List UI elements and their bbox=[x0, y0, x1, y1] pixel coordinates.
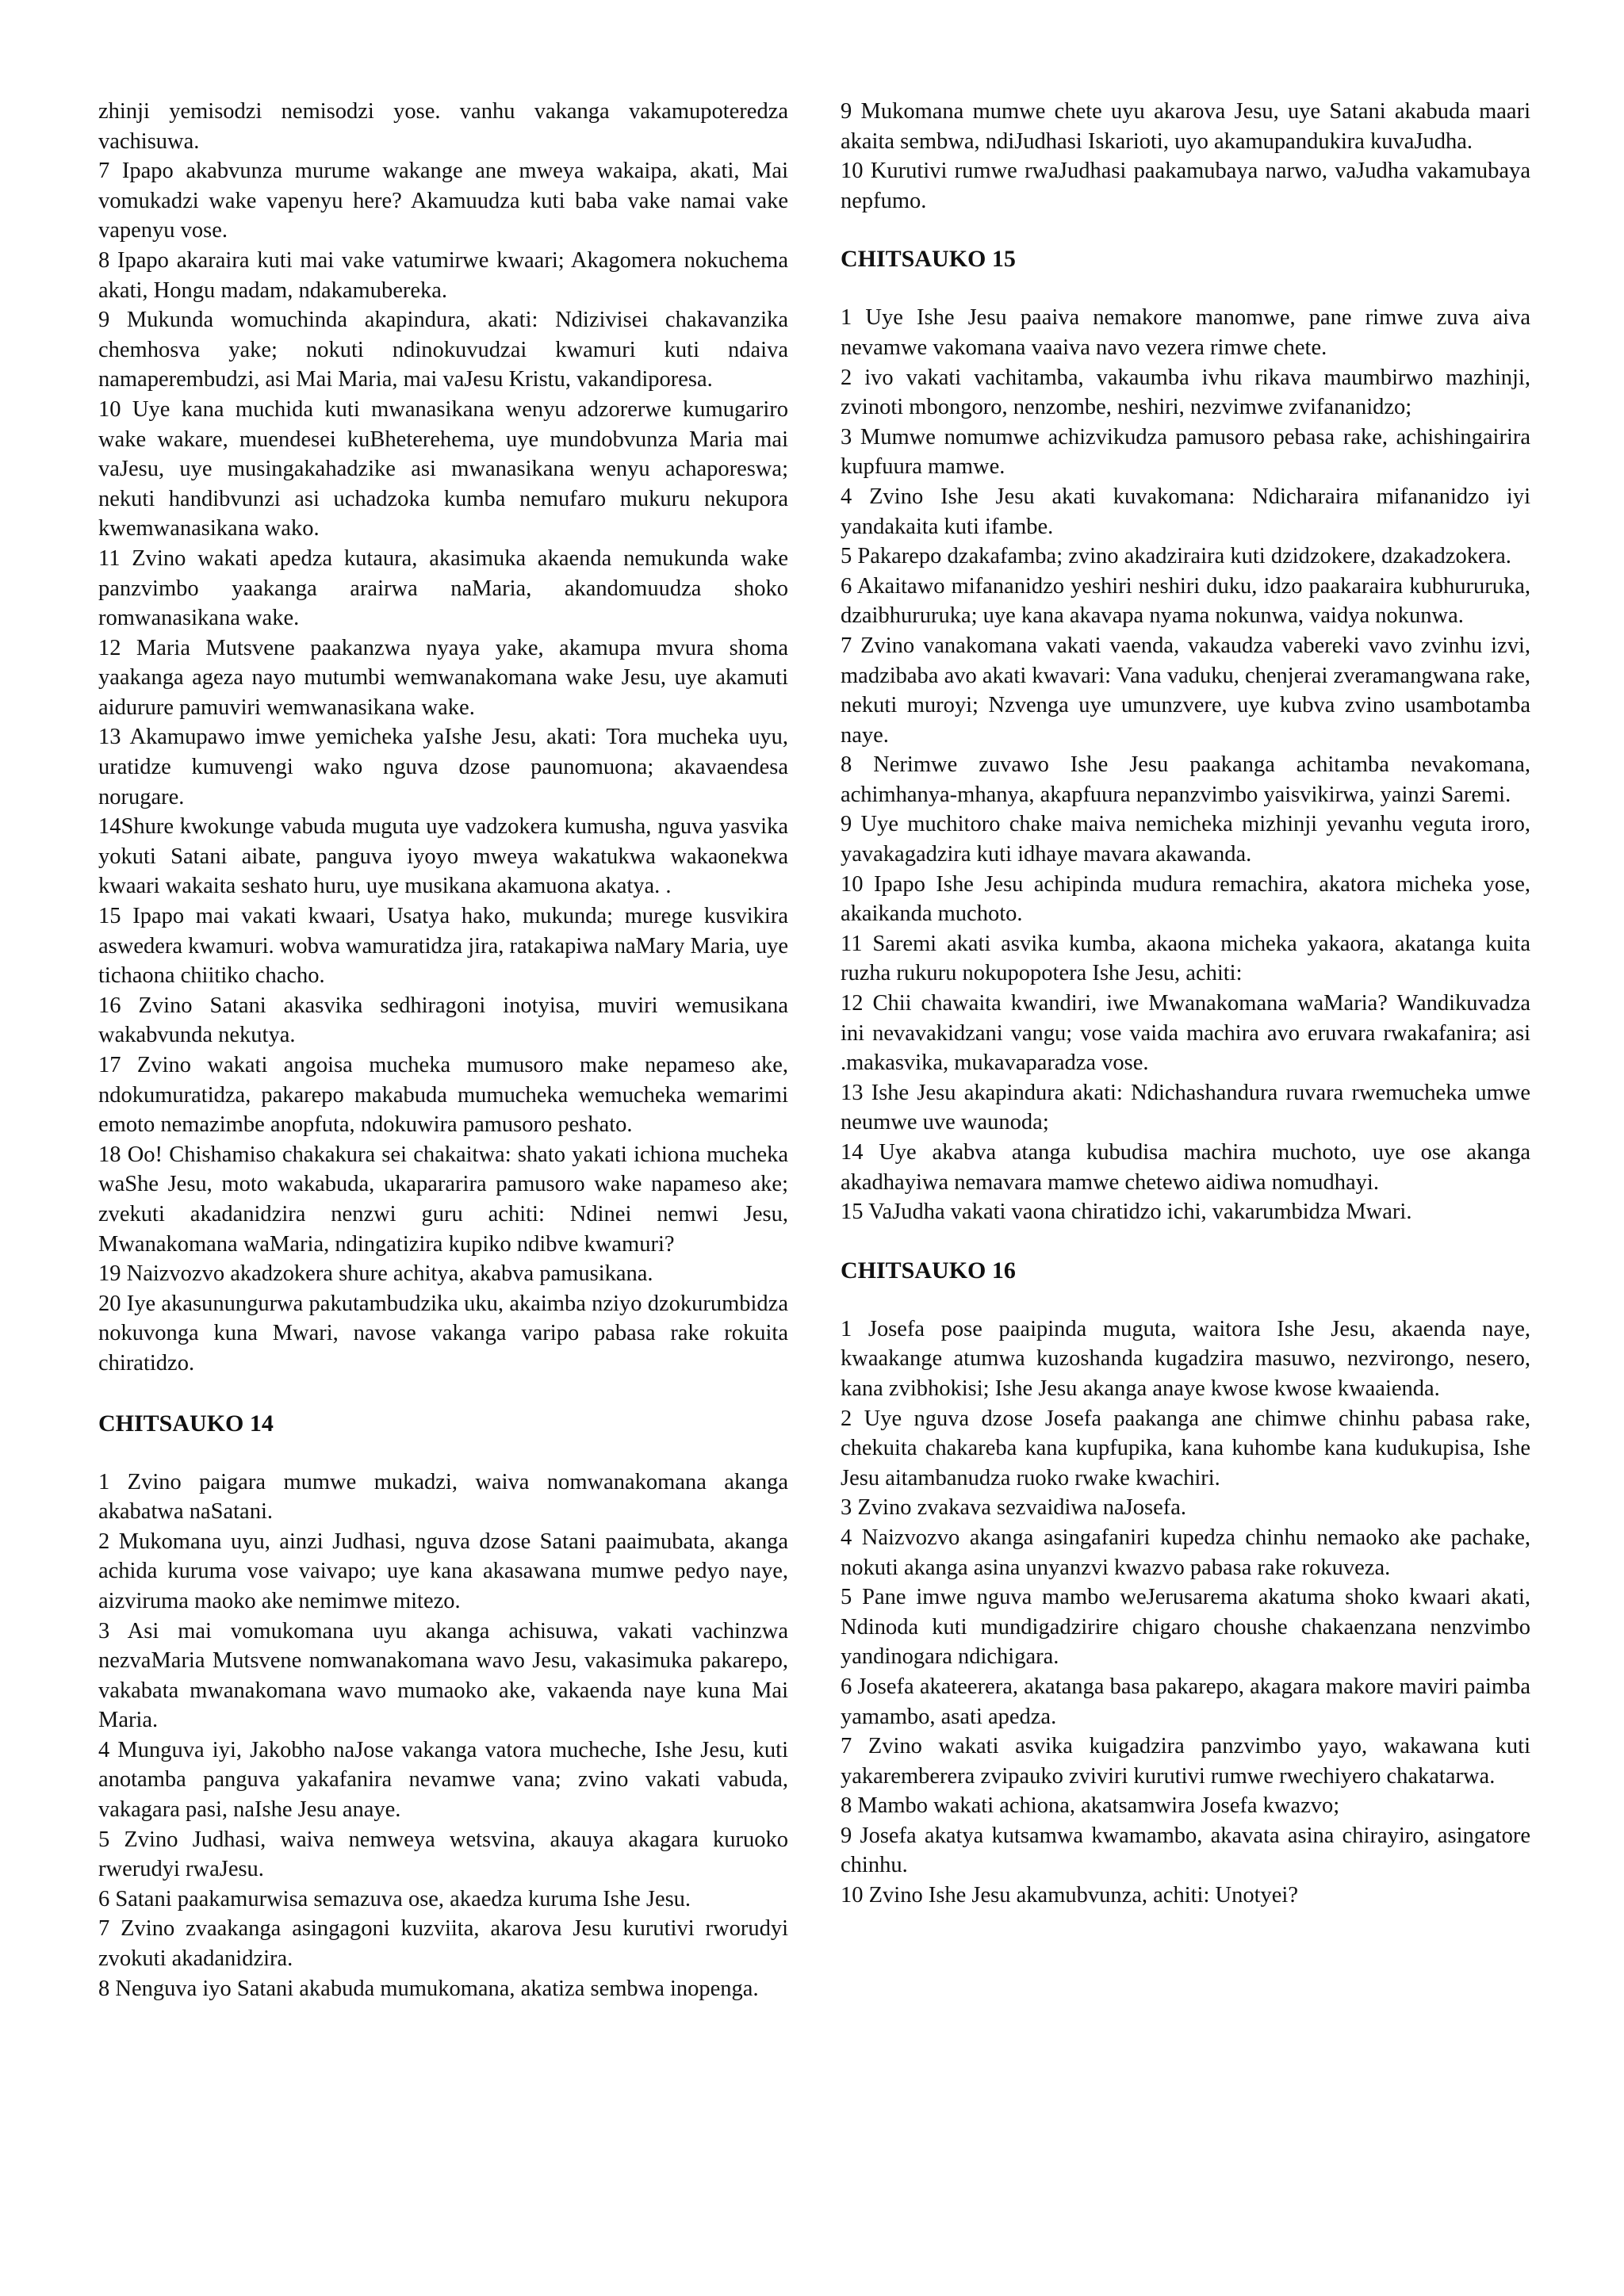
verse-paragraph: 12 Maria Mutsvene paakanzwa nyaya yake, akamupa mvura shoma yaakanga ageza nayo mutumbi wemwanakomana wake Jesu, uye akamuti aidurure pamuviri wemwanasikana wake. bbox=[98, 635, 788, 720]
verse-paragraph: 8 Mambo wakati achiona, akatsamwira Josefa kwazvo; bbox=[841, 1793, 1340, 1819]
verse-paragraph: 4 Munguva iyi, Jakobho naJose vakanga vatora mucheche, Ishe Jesu, kuti anotamba panguva yakafanira nevamwe vana; zvino vakati vabuda, vakagara pasi, naIshe Jesu anaye. bbox=[98, 1737, 788, 1823]
verse-paragraph: 14Shure kwokunge vabuda muguta uye vadzokera kumusha, nguva yasvika yokuti Satani aibate, panguva iyoyo mweya wakatukwa wakaonekwa kwaari wakaita seshato huru, uye musikana akamuona akatya. . bbox=[98, 814, 788, 899]
verse-paragraph: 15 VaJudha vakati vaona chiratidzo ichi, vakarumbidza Mwari. bbox=[841, 1200, 1412, 1225]
verse-paragraph: 2 Uye nguva dzose Josefa paakanga ane chimwe chinhu pabasa rake, chekuita chakareba kana kupfupika, kana kuhombe kana kudukupisa, Ishe Jesu aitambanudza ruoko rwake kwachiri. bbox=[841, 1406, 1530, 1490]
document-page bbox=[98, 97, 1530, 2229]
verse-paragraph: 14 Uye akabva atanga kubudisa machira muchoto, uye ose akanga akadhayiwa nemavara mamwe chetewo aidiwa nomudhayi. bbox=[841, 1140, 1530, 1195]
verse-paragraph: 1 Uye Ishe Jesu paaiva nemakore manomwe, pane rimwe zuva aiva nevamwe vakomana vaaiva navo vezera rimwe chete. bbox=[841, 305, 1530, 360]
verse-paragraph: 2 Mukomana uyu, ainzi Judhasi, nguva dzose Satani paaimubata, akanga achida kuruma vose vaivapo; uye kana akasawana mumwe pedyo naye, aizviruma maoko ake nemimwe mitezo. bbox=[98, 1529, 788, 1613]
verse-paragraph: 3 Asi mai vomukomana uyu akanga achisuwa, vakati vachinzwa nezvaMaria Mutsvene nomwanakomana wavo Jesu, vakasimuka pakarepo, vakabata mwanakomana wavo mumaoko ake, vakaenda naye kuna Mai Maria. bbox=[98, 1618, 788, 1733]
verse-paragraph: 1 Zvino paigara mumwe mukadzi, waiva nomwanakomana akanga akabatwa naSatani. bbox=[98, 1469, 788, 1525]
verse-paragraph: 4 Zvino Ishe Jesu akati kuvakomana: Ndicharaira mifananidzo iyi yandakaita kuti ifambe. bbox=[841, 484, 1530, 539]
verse-paragraph: 11 Zvino wakati apedza kutaura, akasimuka akaenda nemukunda wake panzvimbo yaakanga arairwa naMaria, akandomuudza shoko romwanasikana wake. bbox=[98, 545, 788, 631]
verse-paragraph: 17 Zvino wakati angoisa mucheka mumusoro make nepameso ake, ndokumuratidza, pakarepo makabuda mumucheka wemucheka wemarimi emoto nemazimbe anopfuta, ndokuwira pamusoro peshato. bbox=[98, 1053, 788, 1138]
verse-paragraph: 13 Akamupawo imwe yemicheka yaIshe Jesu, akati: Tora mucheka uyu, uratidze kumuvengi wako nguva dzose paunomuona; akavaendesa norugare. bbox=[98, 725, 788, 809]
verse-paragraph: 9 Uye muchitoro chake maiva nemicheka mizhinji yevanhu veguta iroro, yavakagadzira kuti idhaye mavara akawanda. bbox=[841, 812, 1530, 867]
chapter-heading: CHITSAUKO 14 bbox=[98, 1410, 274, 1437]
chapter-heading: CHITSAUKO 16 bbox=[841, 1257, 1016, 1284]
verse-paragraph: 9 Josefa akatya kutsamwa kwamambo, akavata asina chirayiro, asingatore chinhu. bbox=[841, 1823, 1530, 1878]
verse-paragraph: 7 Ipapo akabvunza murume wakange ane mweya wakaipa, akati, Mai vomukadzi wake vapenyu here? Akamuudza kuti baba vake namai vake vapenyu vose. bbox=[98, 159, 788, 243]
verse-paragraph: 19 Naizvozvo akadzokera shure achitya, akabva pamusikana. bbox=[98, 1261, 653, 1287]
chapter-heading: CHITSAUKO 15 bbox=[841, 246, 1016, 273]
verse-paragraph: 9 Mukunda womuchinda akapindura, akati: Ndizivisei chakavanzika chemhosva yake; nokuti ndinokuvudzai kwamuri kuti ndaiva namaperembudzi, asi Mai Maria, mai vaJesu Kristu, vakandiporesa. bbox=[98, 308, 788, 392]
left-column bbox=[98, 97, 788, 2229]
right-column bbox=[841, 97, 1530, 2229]
verse-paragraph: 5 Pane imwe nguva mambo weJerusarema akatuma shoko kwaari akati, Ndinoda kuti mundigadzirire chigaro choushe chakaenzana nenzvimbo yandinogara ndichigara. bbox=[841, 1585, 1530, 1670]
verse-paragraph: 16 Zvino Satani akasvika sedhiragoni inotyisa, muviri wemusikana wakabvunda nekutya. bbox=[98, 993, 788, 1048]
verse-paragraph: 3 Zvino zvakava sezvaidiwa naJosefa. bbox=[841, 1495, 1187, 1521]
verse-paragraph: 3 Mumwe nomumwe achizvikudza pamusoro pebasa rake, achishingairira kupfuura mamwe. bbox=[841, 424, 1530, 480]
verse-paragraph: 8 Nerimwe zuvawo Ishe Jesu paakanga achitamba nevakomana, achimhanya-mhanya, akapfuura nepanzvimbo yaisvikirwa, yainzi Saremi. bbox=[841, 752, 1530, 807]
verse-paragraph: 15 Ipapo mai vakati kwaari, Usatya hako, mukunda; murege kusvikira aswedera kwamuri. wobva wamuratidza jira, ratakapiwa naMary Maria, uye tichaona chiitiko chacho. bbox=[98, 904, 788, 989]
verse-paragraph: 13 Ishe Jesu akapindura akati: Ndichashandura ruvara rwemucheka umwe neumwe uve waunoda; bbox=[841, 1080, 1530, 1135]
verse-paragraph: 1 Josefa pose paaipinda muguta, waitora Ishe Jesu, akaenda naye, kwaakange atumwa kuzoshanda kugadzira masuwo, nezvirongo, nesero, kana zvibhokisi; Ishe Jesu akanga anaye kwose kwose kwaaienda. bbox=[841, 1316, 1530, 1401]
verse-paragraph: 7 Zvino vanakomana vakati vaenda, vakaudza vabereki vavo zvinhu izvi, madzibaba avo akati kwavari: Vana vaduku, chenjerai zveramangwana rake, nekuti muroyi; Nzvenga uye umunzvere, uye kubva zvino usambotamba naye. bbox=[841, 633, 1530, 748]
verse-paragraph: 5 Zvino Judhasi, waiva nemweya wetsvina, akauya akagara kuruoko rwerudyi rwaJesu. bbox=[98, 1827, 788, 1882]
verse-paragraph: 6 Josefa akateerera, akatanga basa pakarepo, akagara makore maviri paimba yamambo, asati apedza. bbox=[841, 1674, 1530, 1729]
verse-paragraph: 10 Zvino Ishe Jesu akamubvunza, achiti: Unotyei? bbox=[841, 1883, 1298, 1908]
verse-paragraph: 2 ivo vakati vachitamba, vakaumba ivhu rikava maumbirwo mazhinji, zvinoti mbongoro, nenzombe, neshiri, nezvimwe zvifananidzo; bbox=[841, 365, 1530, 420]
verse-paragraph: 11 Saremi akati asvika kumba, akaona micheka yakaora, akatanga kuita ruzha rukuru nokupopotera Ishe Jesu, achiti: bbox=[841, 931, 1530, 986]
verse-paragraph: 10 Uye kana muchida kuti mwanasikana wenyu adzorerwe kumugariro wake wakare, muendesei kuBheterehema, uye mundobvunza Maria mai vaJesu, uye musingakahadzike asi mwanasikana wenyu achaporeswa; nekuti handibvunzi asi uchadzoka kumba nemufaro mukuru nekupora kwemwanasikana wako. bbox=[98, 396, 788, 541]
verse-paragraph: 6 Akaitawo mifananidzo yeshiri neshiri duku, idzo paakaraira kubhururuka, dzaibhururuka; uye kana akavapa nyama nokunwa, vaidya nokunwa. bbox=[841, 573, 1530, 629]
verse-paragraph: 12 Chii chawaita kwandiri, iwe Mwanakomana waMaria? Wandikuvadza ini nevavakidzani vangu; vose vaida machira avo eruvara rwakafanira; asi .makasvika, mukavaparadza vose. bbox=[841, 991, 1530, 1076]
verse-paragraph: 10 Ipapo Ishe Jesu achipinda mudura remachira, akatora micheka yose, akaikanda muchoto. bbox=[841, 871, 1530, 927]
verse-paragraph: 5 Pakarepo dzakafamba; zvino akadziraira kuti dzidzokere, dzakadzokera. bbox=[841, 544, 1511, 569]
verse-paragraph: 7 Zvino wakati asvika kuigadzira panzvimbo yayo, wakawana kuti yakaremberera zvipauko zviviri kurutivi rumwe rwechiyero chakatarwa. bbox=[841, 1734, 1530, 1789]
verse-paragraph: 18 Oo! Chishamiso chakakura sei chakaitwa: shato yakati ichiona mucheka waShe Jesu, moto wakabuda, ukapararira pamusoro wake napameso ake; zvekuti akadanidzira nenzwi guru achiti: Ndinei nemwi Jesu, Mwanakomana waMaria, ndingatizira kupiko ndibve kwamuri? bbox=[98, 1142, 788, 1257]
verse-paragraph: 4 Naizvozvo akanga asingafaniri kupedza chinhu nemaoko ake pachake, nokuti akanga asina unyanzvi kwazvo pabasa rake rokuveza. bbox=[841, 1525, 1530, 1580]
verse-paragraph: 7 Zvino zvaakanga asingagoni kuzviita, akarova Jesu kurutivi rworudyi zvokuti akadanidzira. bbox=[98, 1916, 788, 1972]
verse-paragraph: 8 Ipapo akaraira kuti mai vake vatumirwe kwaari; Akagomera nokuchema akati, Hongu madam, ndakamubereka. bbox=[98, 247, 788, 303]
verse-paragraph: 20 Iye akasunungurwa pakutambudzika uku, akaimba nziyo dzokurumbidza nokuvonga kuna Mwari, navose vakanga varipo pabasa rake rokuita chiratidzo. bbox=[98, 1291, 788, 1376]
verse-paragraph: zhinji yemisodzi nemisodzi yose. vanhu vakanga vakamupoteredza vachisuwa. bbox=[98, 99, 788, 154]
verse-paragraph: 8 Nenguva iyo Satani akabuda mumukomana, akatiza sembwa inopenga. bbox=[98, 1976, 759, 2001]
verse-paragraph: 6 Satani paakamurwisa semazuva ose, akaedza kuruma Ishe Jesu. bbox=[98, 1886, 691, 1911]
verse-paragraph: 9 Mukomana mumwe chete uyu akarova Jesu, uye Satani akabuda maari akaita sembwa, ndiJudhasi Iskarioti, uyo akamupandukira kuvaJudha. bbox=[841, 99, 1530, 154]
verse-paragraph: 10 Kurutivi rumwe rwaJudhasi paakamubaya narwo, vaJudha vakamubaya nepfumo. bbox=[841, 159, 1530, 213]
